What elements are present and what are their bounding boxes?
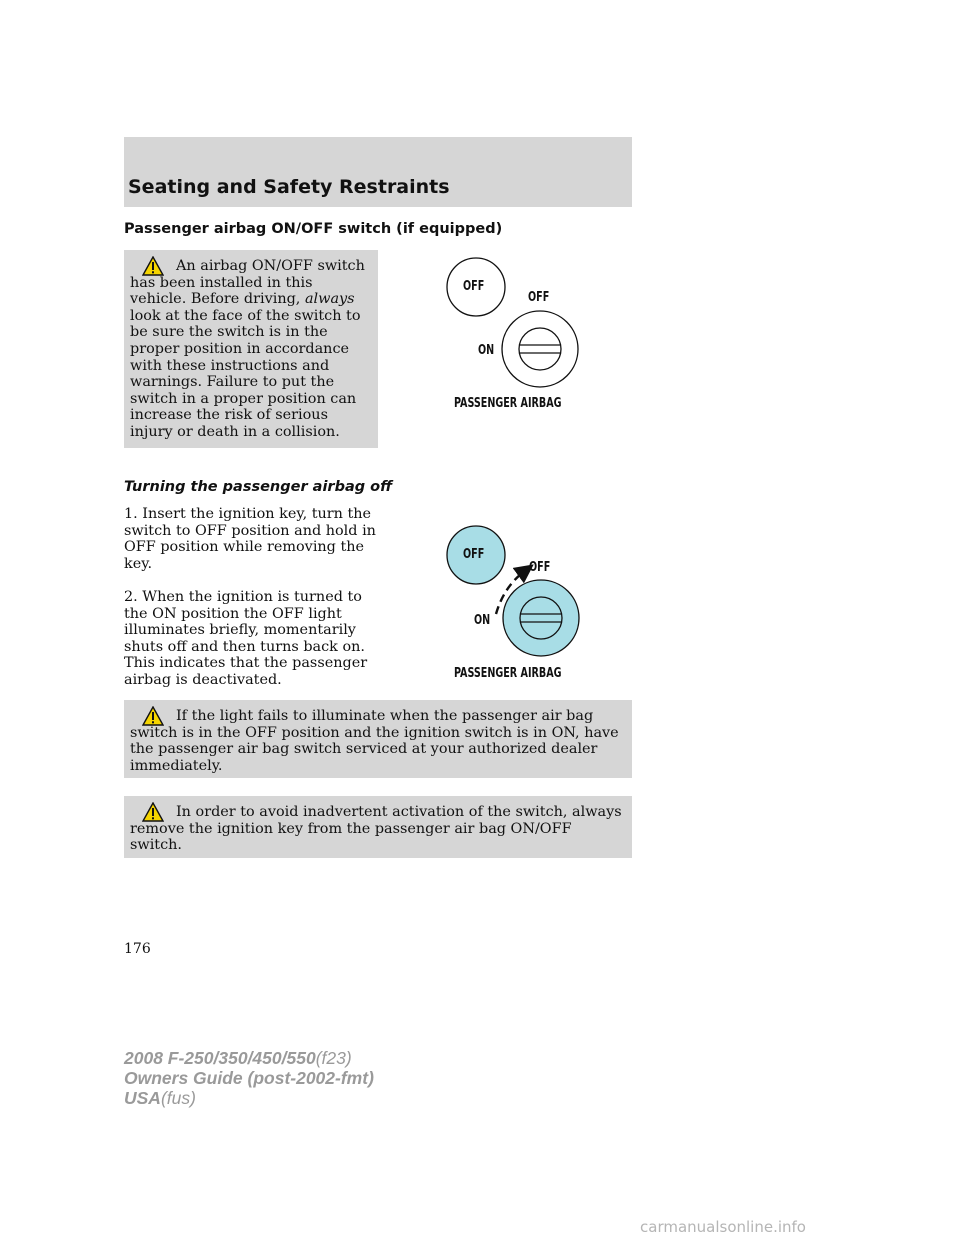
step-1: 1. Insert the ignition key, turn the switch to OFF position and hold in OFF position while removing the key. [124, 506, 376, 572]
warning-box-1 [124, 250, 378, 448]
step-2: 2. When the ignition is turned to the ON position the OFF light illuminates briefly, momentarily shuts off and then turns back on. This indicates that the passenger airbag is deactivated. [124, 589, 368, 688]
warning-1-emphasis: always [304, 291, 355, 308]
on-position-label: ON [478, 343, 495, 358]
on-position-label: ON [474, 613, 491, 628]
off-position-label: OFF [528, 290, 550, 305]
off-light-label: OFF [463, 547, 485, 562]
warning-2-text: If the light fails to illuminate when the passenger air bag switch is in the OFF position and the ignition switch is in ON, have the passenger air bag switch serviced at your authorized dealer immediately. [130, 708, 619, 774]
figure-caption: PASSENGER AIRBAG [454, 666, 562, 681]
airbag-switch-figure-1 [430, 250, 610, 430]
warning-box-3 [124, 796, 632, 858]
off-light-label: OFF [463, 279, 485, 294]
subheading: Turning the passenger airbag off [124, 479, 393, 495]
warning-box-2 [124, 700, 632, 778]
warning-1-text: An airbag ON/OFF switch has been installed in this vehicle. Before driving, always look at the face of the switch to be sure the switch is in the proper position in accordance with these instructions and warnings. Failure to put the switch in a proper position can increase the risk of serious injury or death in a collision. [130, 258, 365, 440]
warning-triangle-icon [142, 706, 164, 726]
switch-diagram-2 [430, 520, 610, 690]
watermark: carmanualsonline.info [640, 1218, 806, 1236]
off-position-label: OFF [529, 560, 551, 575]
section-title: Passenger airbag ON/OFF switch (if equipped) [124, 221, 503, 237]
warning-3-text: In order to avoid inadvertent activation of the switch, always remove the ignition key from the passenger air bag ON/OFF switch. [130, 804, 622, 854]
airbag-switch-figure-2 [430, 520, 610, 690]
warning-triangle-icon [142, 802, 164, 822]
figure-caption: PASSENGER AIRBAG [454, 396, 562, 411]
page-title: Seating and Safety Restraints [128, 176, 450, 198]
footer: 2008 F-250/350/450/550(f23) Owners Guide (post-2002-fmt) USA(fus) [124, 1048, 374, 1108]
warning-triangle-icon [142, 256, 164, 276]
page-number: 176 [124, 941, 151, 957]
